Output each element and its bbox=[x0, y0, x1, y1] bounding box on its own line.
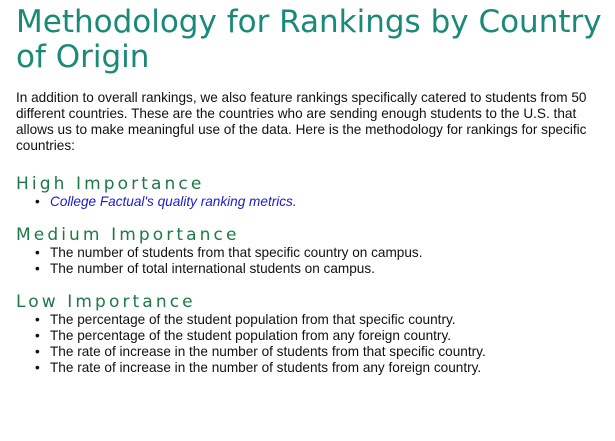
medium-importance-list bbox=[16, 245, 615, 277]
medium-importance-heading: Medium Importance bbox=[16, 225, 240, 245]
list-item: • The number of total international students on campus. bbox=[50, 261, 615, 277]
low-importance-heading: Low Importance bbox=[16, 292, 196, 312]
list-item: • The rate of increase in the number of students from any foreign country. bbox=[50, 360, 615, 376]
list-item: • The percentage of the student population from any foreign country. bbox=[50, 328, 615, 344]
intro-paragraph: In addition to overall rankings, we also feature rankings specifically catered to students from 50 different countries. These are the countries who are sending enough students to the U.S. that allows us to make meaningful use of the data. Here is the methodology for rankings for specific countries: bbox=[16, 90, 587, 153]
high-importance-heading: High Importance bbox=[16, 174, 205, 194]
quality-ranking-metrics-link[interactable]: College Factual's quality ranking metrics. bbox=[50, 194, 297, 209]
list-item: • The rate of increase in the number of students from that specific country. bbox=[50, 344, 615, 360]
low-importance-list bbox=[16, 312, 615, 376]
methodology-article bbox=[16, 0, 615, 376]
list-item: • The percentage of the student population from that specific country. bbox=[50, 312, 615, 328]
list-item bbox=[50, 194, 615, 210]
list-item: • The number of students from that specific country on campus. bbox=[50, 245, 615, 261]
page-title: Methodology for Rankings by Country of Origin bbox=[16, 4, 602, 75]
high-importance-list bbox=[16, 194, 615, 210]
